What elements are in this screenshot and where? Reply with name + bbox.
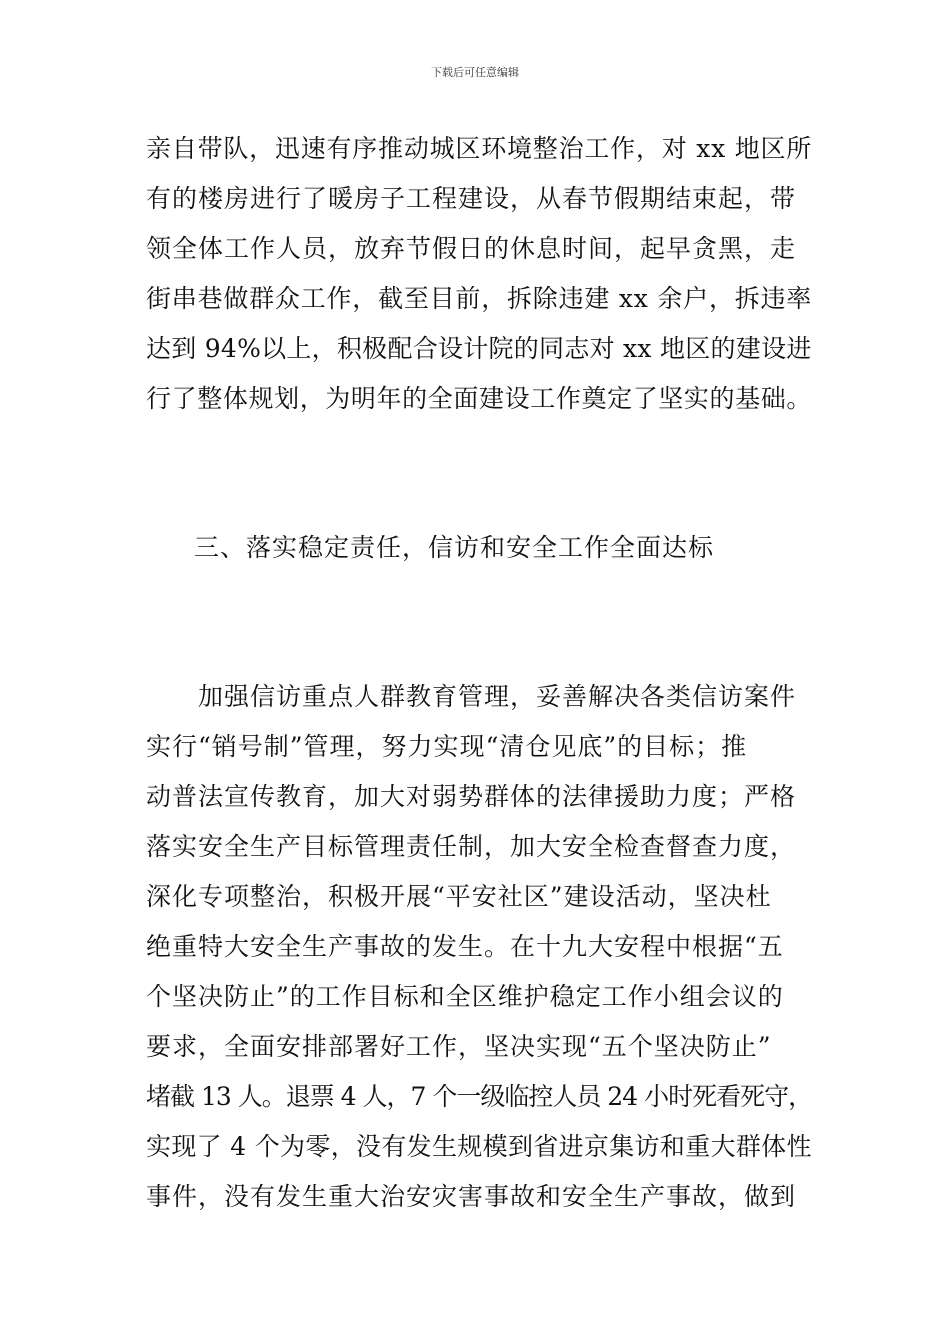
- paragraph-line: 有的楼房进行了暖房子工程建设，从春节假期结束起，带: [146, 184, 797, 213]
- paragraph-line: 落实安全生产目标管理责任制，加大安全检查督查力度，: [146, 832, 797, 861]
- section-heading: 三、落实稳定责任，信访和安全工作全面达标: [194, 533, 715, 562]
- paragraph-line: 个坚决防止”的工作目标和全区维护稳定工作小组会议的: [146, 982, 784, 1011]
- paragraph-line: 实行“销号制”管理，努力实现“清仓见底”的目标；推: [146, 732, 748, 761]
- paragraph-line: 街串巷做群众工作，截至目前，拆除违建 xx 余户，拆违率: [146, 284, 813, 313]
- paragraph-line: 领全体工作人员，放弃节假日的休息时间，起早贪黑，走: [146, 234, 797, 263]
- paragraph-line: 实现了 4 个为零，没有发生规模到省进京集访和重大群体性: [146, 1132, 812, 1161]
- paragraph-line: 达到 94%以上，积极配合设计院的同志对 xx 地区的建设进: [146, 334, 812, 363]
- paragraph-line: 动普法宣传教育，加大对弱势群体的法律援助力度；严格: [146, 782, 797, 811]
- paragraph-line: 事件，没有发生重大治安灾害事故和安全生产事故，做到: [146, 1182, 797, 1211]
- paragraph-line: 要求，全面安排部署好工作，坚决实现“五个坚决防止”: [146, 1032, 772, 1061]
- paragraph-line: 亲自带队，迅速有序推动城区环境整治工作，对 xx 地区所: [146, 134, 813, 163]
- paragraph-line: 行了整体规划，为明年的全面建设工作奠定了坚实的基础。: [146, 384, 813, 413]
- paragraph-line: 绝重特大安全生产事故的发生。在十九大安程中根据“五: [146, 932, 784, 961]
- paragraph-line: 堵截 13 人。退票 4 人，7 个一级临控人员 24 小时死看死守，: [146, 1082, 813, 1111]
- paragraph-line: 深化专项整治，积极开展“平安社区”建设活动，坚决杜: [146, 882, 772, 911]
- page-header-note: 下载后可任意编辑: [431, 66, 519, 79]
- paragraph-line: 加强信访重点人群教育管理，妥善解决各类信访案件: [198, 682, 797, 711]
